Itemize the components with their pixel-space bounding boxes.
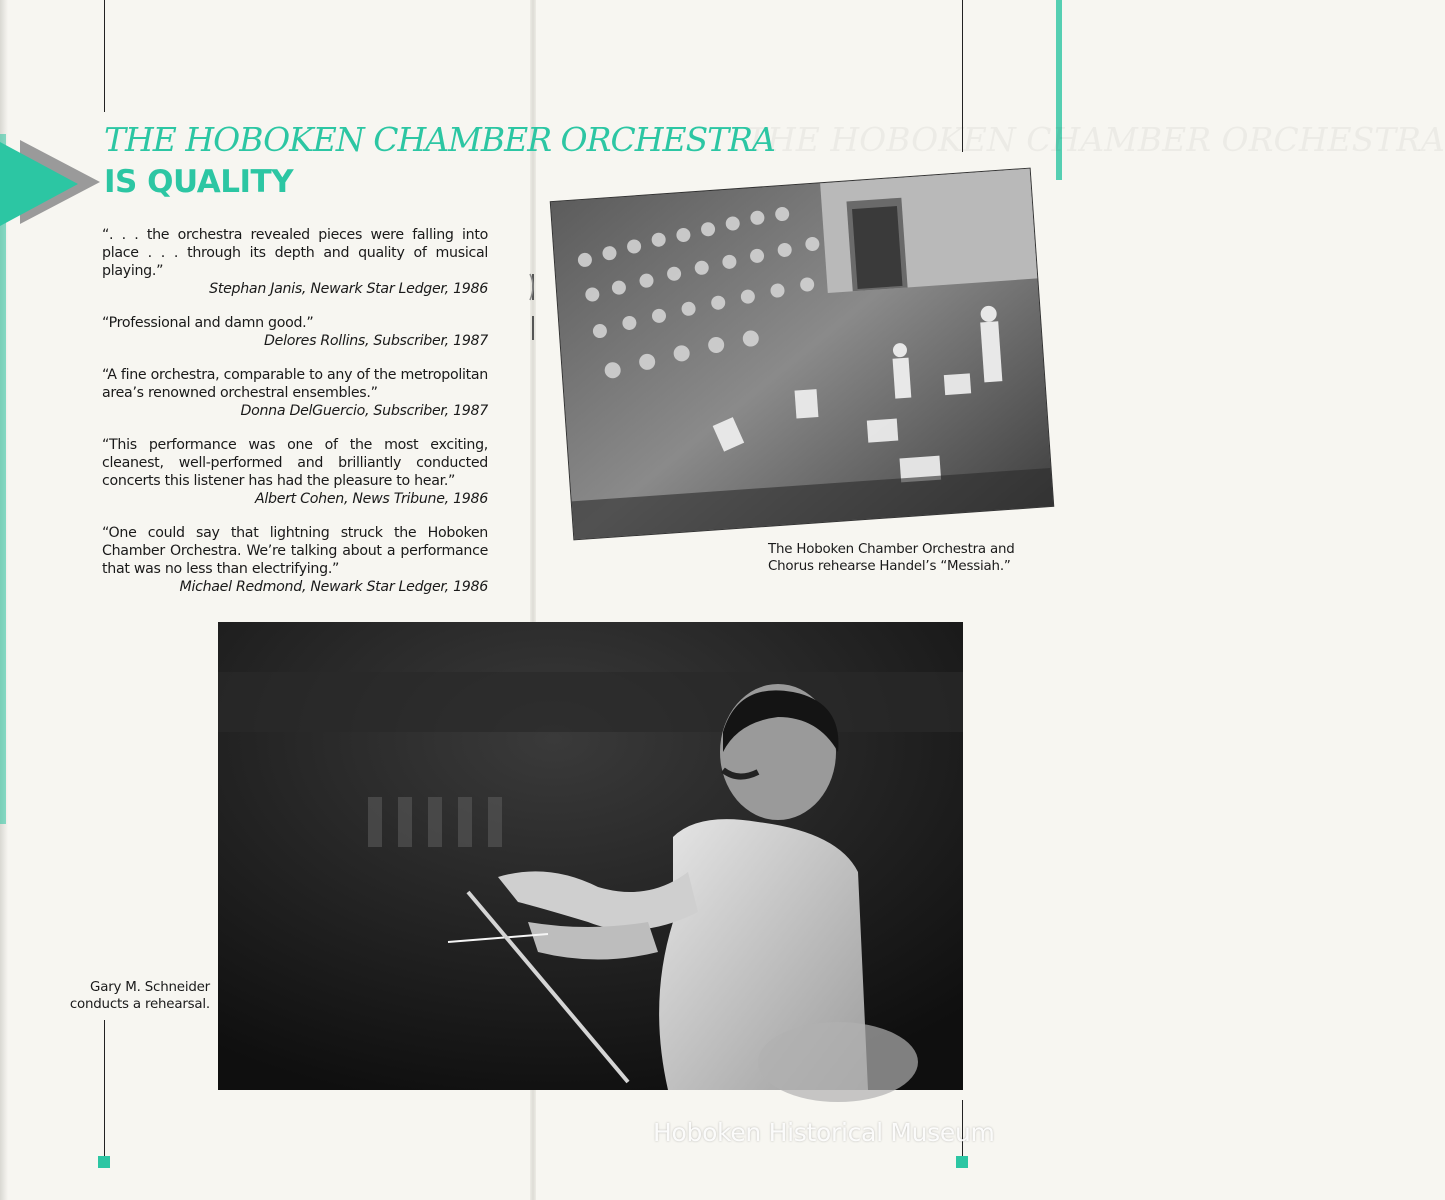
quote-source: Albert Cohen, News Tribune, 1986 [254,491,488,507]
staple-icon [526,272,540,342]
quote-item [102,524,488,596]
quote-text: “This performance was one of the most exciting, cleanest, well-performed and brilliantly conducted concerts this listener has had the pleasure to hear.” [102,437,488,489]
conductor-photo-image [218,622,963,1090]
page-title: THE HOBOKEN CHAMBER ORCHESTRA [104,120,775,159]
quote-source: Stephan Janis, Newark Star Ledger, 1986 [209,281,488,297]
conductor-photo-caption: Gary M. Schneider conducts a rehearsal. [69,980,210,1012]
quote-source: Michael Redmond, Newark Star Ledger, 1986 [179,579,488,595]
quote-item [102,366,488,420]
chorus-photo-image [551,169,1053,540]
triangle-arrow-icon [0,132,110,232]
quote-text: “Professional and damn good.” [102,315,314,331]
quote-text: “A fine orchestra, comparable to any of the metropolitan area’s renowned orchestral ensembles.” [102,367,488,401]
crop-rule-top-left [104,0,105,112]
page-subtitle: IS QUALITY [104,164,294,200]
quote-item [102,436,488,508]
bleed-through-title: THE HOBOKEN CHAMBER ORCHESTRA [745,120,1445,159]
quote-item [102,314,488,350]
chorus-photo-caption: The Hoboken Chamber Orchestra and Chorus rehearse Handel’s “Messiah.” [768,542,1015,574]
quote-text: “. . . the orchestra revealed pieces were falling into place . . . through its depth and quality of musical playing.” [102,227,488,279]
quotes-list [102,226,488,612]
crop-rule-bottom-left [104,1020,105,1158]
quote-text: “One could say that lightning struck the Hoboken Chamber Orchestra. We’re talking about a performance that was no less than electrifying.” [102,525,488,577]
chorus-rehearsal-photo [551,169,1053,540]
square-marker-icon [956,1156,968,1168]
conductor-rehearsal-photo [218,622,963,1090]
quote-source: Delores Rollins, Subscriber, 1987 [264,333,488,349]
quote-item [102,226,488,298]
square-marker-icon [98,1156,110,1168]
museum-watermark: Hoboken Historical Museum [653,1118,995,1147]
quote-source: Donna DelGuercio, Subscriber, 1987 [240,403,488,419]
teal-edge-strip-left [0,134,6,824]
